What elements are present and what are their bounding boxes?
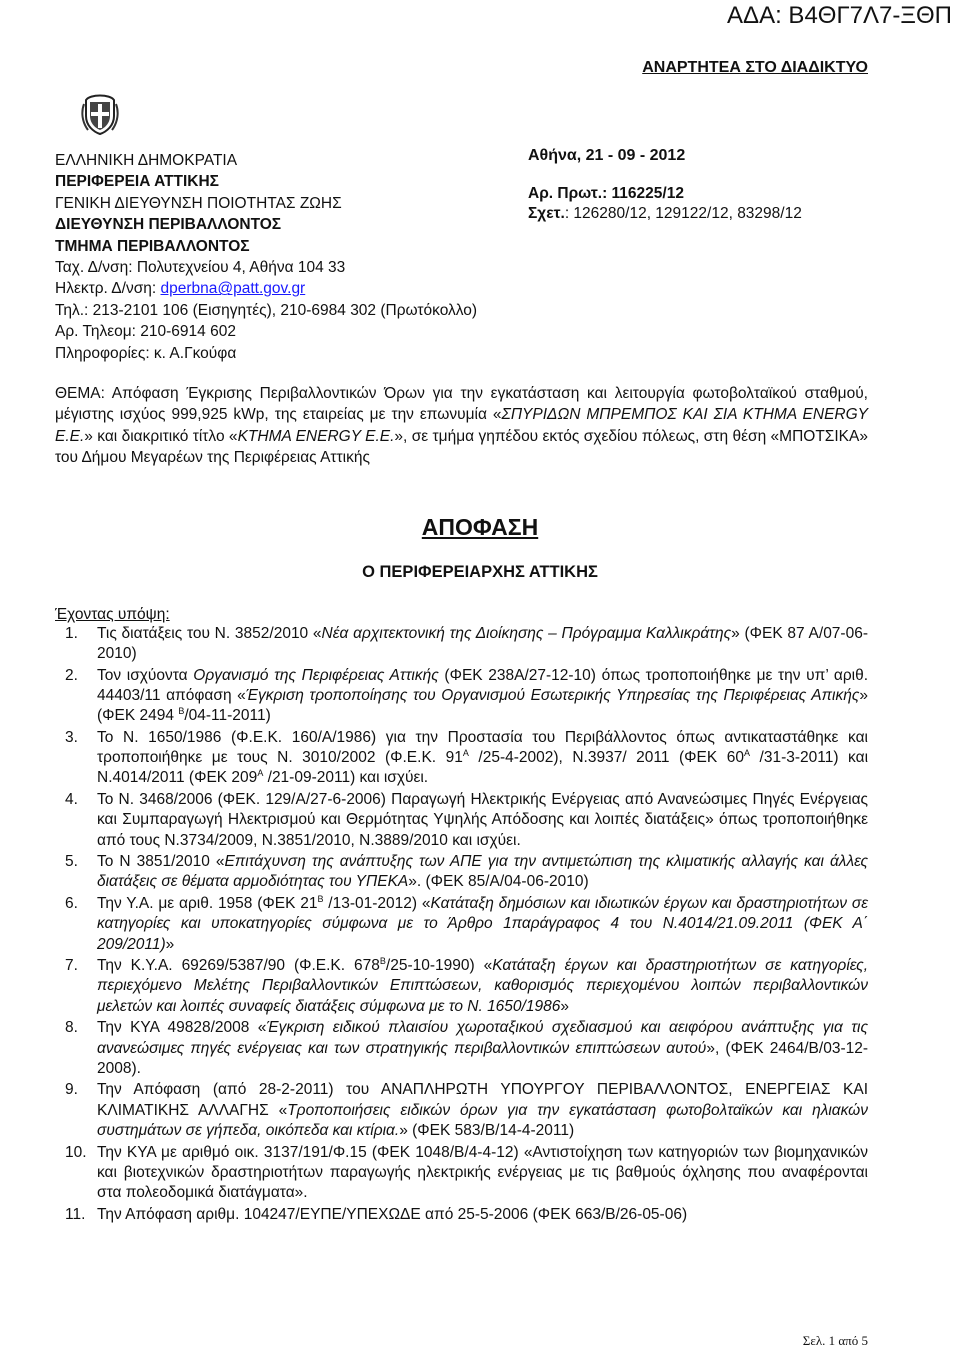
fax-line: Αρ. Τηλεομ: 210-6914 602 xyxy=(55,323,236,341)
item-number: 10. xyxy=(65,1143,87,1161)
list-item xyxy=(55,790,868,851)
page-number: Σελ. 1 από 5 xyxy=(802,1333,868,1348)
item-text: Τον ισχύοντα Οργανισμό της Περιφέρειας Αττικής (ΦΕΚ 238Α/27-12-10) όπως τροποποιήθηκε με την υπ’ αριθ. 44403/11 απόφαση «Έγκριση τροποποίησης του Οργανισμού Εσωτερικής Υπηρεσίας της Περιφέρειας Απικής» (ΦΕΚ 2494 $^B$/04-11-2011) xyxy=(97,666,869,725)
item-text: Την Υ.Α. με αριθ. 1958 (ΦΕΚ $21^B$ /13-01-2012) «Κατάταξη δημόσιων και ιδιωτικών έργων και δραστηριοτήτων σε κατηγορίες και υποκατηγορίες σύμφωνα με το Άρθρο 1παράγραφος 4 του Ν.4014/21.09.2011 (ΦΕΚ Α΄ 209/2011)» xyxy=(97,893,869,953)
list-item xyxy=(55,624,868,664)
trade-name: ΚΤΗΜΑ ENERGY Ε.Ε. xyxy=(237,427,395,445)
header-line: ΤΜΗΜΑ ΠΕΡΙΒΑΛΛΟΝΤΟΣ xyxy=(55,237,250,255)
email-line xyxy=(55,278,477,299)
list-item xyxy=(55,956,868,1017)
item-number: 9. xyxy=(65,1081,78,1099)
header-line: ΔΙΕΥΘΥΝΣΗ ΠΕΡΙΒΑΛΛΟΝΤΟΣ xyxy=(55,216,282,234)
item-number: 8. xyxy=(65,1019,78,1037)
item-number: 2. xyxy=(65,666,78,684)
item-number: 6. xyxy=(65,895,78,913)
posted-online-notice: ΑΝΑΡΤΗΤΕΑ ΣΤΟ ΔΙΑΔΙΚΤΥΟ xyxy=(642,59,868,76)
list-item xyxy=(55,666,868,727)
related-values: : 126280/12, 129122/12, 83298/12 xyxy=(564,205,802,222)
item-number: 11. xyxy=(65,1205,86,1223)
item-number: 7. xyxy=(65,957,78,975)
list-item xyxy=(55,894,868,955)
item-text: Τις διατάξεις του Ν. 3852/2010 «Νέα αρχιτεκτονική της Διοίκησης – Πρόγραμμα Καλλικράτης» (ΦΕΚ 87 Α/07-06-2010) xyxy=(97,625,868,663)
contact-person: Πληροφορίες: κ. Α.Γκούφα xyxy=(55,344,237,362)
item-text: Το Ν. 3468/2006 (ΦΕΚ. 129/Α/27-6-2006) Παραγωγή Ηλεκτρικής Ενέργειας από Ανανεώσιμες Πηγές Ενέργειας και Συμπαραγωγή Ηλεκτρισμού και Θερμότητας Υψηλής Απόδοσης και λοιπές διατάξεις» όπως τροποποιήθηκε από τους Ν.3734/2009, Ν.3851/2010, Ν.3889/2010 και ισχύει. xyxy=(97,791,868,849)
ada-code: ΑΔΑ: Β4ΘΓ7Λ7-ΞΘΠ xyxy=(727,2,952,29)
considerations-list xyxy=(55,624,868,1226)
item-text: Την Απόφαση (από 28-2-2011) του ΑΝΑΠΛΗΡΩΤΗ ΥΠΟΥΡΓΟΥ ΠΕΡΙΒΑΛΛΟΝΤΟΣ, ΕΝΕΡΓΕΙΑΣ ΚΑΙ ΚΛΙΜΑΤΙΚΗΣ ΑΛΛΑΓΗΣ «Τροποποιήσεις ειδικών όρων για την εγκατάσταση φωτοβολταϊκών και ηλιακών συστημάτων σε γήπεδα, οικόπεδα και κτίρια.» (ΦΕΚ 583/Β/14-4-2011) xyxy=(97,1081,868,1139)
issuer-header xyxy=(55,150,477,364)
phone-line: Τηλ.: 213-2101 106 (Εισηγητές), 210-6984 302 (Πρωτόκολλο) xyxy=(55,301,478,319)
document-date: Αθήνα, 21 - 09 - 2012 xyxy=(528,147,686,164)
item-number: 1. xyxy=(65,625,78,642)
considerations-heading: Έχοντας υπόψη: xyxy=(55,606,170,623)
postal-address: Ταχ. Δ/νση: Πολυτεχνείου 4, Αθήνα 104 33 xyxy=(55,259,346,277)
item-number: 4. xyxy=(65,791,78,809)
list-item xyxy=(55,1205,868,1225)
header-line: ΠΕΡΙΦΕΡΕΙΑ ΑΤΤΙΚΗΣ xyxy=(55,173,219,191)
reference-block xyxy=(528,146,802,224)
item-text: Την Κ.Υ.Α. 69269/5387/90 (Φ.Ε.Κ. $678^B/25-10-1990$) «Κατάταξη έργων και δραστηριοτήτων σε κατηγορίες, περιεχόμενο Μελέτης Περιβαλλοντικών Επιπτώσεων, καθορισμός περιεχομένου λοιπών περιβαλλοντικών μελετών και λοιπές συναφείς διατάξεις σύμφωνα με το Ν. 1650/1986» xyxy=(97,956,868,1015)
subject-text: ΘΕΜΑ: Απόφαση Έγκρισης Περιβαλλοντικών Όρων για την εγκατάσταση και λειτουργία φωτοβολταϊκού σταθμού, μέγιστης ισχύος 999,925 kWp, της εταιρείας με την επωνυμία « xyxy=(55,385,868,424)
document-title: ΑΠΟΦΑΣΗ xyxy=(421,514,539,540)
header-line: ΓΕΝΙΚΗ ΔΙΕΥΘΥΝΣΗ ΠΟΙΟΤΗΤΑΣ ΖΩΗΣ xyxy=(55,194,342,212)
issuer-title: Ο ΠΕΡΙΦΕΡΕΙΑΡΧΗΣ ΑΤΤΙΚΗΣ xyxy=(362,563,598,581)
list-item xyxy=(55,1018,868,1079)
header-line: ΕΛΛΗΝΙΚΗ ΔΗΜΟΚΡΑΤΙΑ xyxy=(55,152,238,169)
email-link[interactable]: dperbna@patt.gov.gr xyxy=(160,280,306,298)
email-label: Ηλεκτρ. Δ/νση: xyxy=(55,280,161,298)
list-item xyxy=(55,1080,868,1141)
protocol-number: Αρ. Πρωτ.: 116225/12 xyxy=(528,185,684,202)
item-text: Το Ν 3851/2010 «Επιτάχυνση της ανάπτυξης των ΑΠΕ για την αντιμετώπιση της κλιματικής αλλαγής και άλλες διατάξεις σε θέματα αρμοδιότητας του ΥΠΕΚΑ». (ΦΕΚ 85/Α/04-06-2010) xyxy=(97,853,869,891)
related-label: Σχετ. xyxy=(528,205,565,222)
item-number: 3. xyxy=(65,729,78,747)
subject-text: » και διακριτικό τίτλο « xyxy=(84,427,238,445)
list-item xyxy=(55,728,868,789)
item-text: Το Ν. 1650/1986 (Φ.Ε.Κ. 160/Α/1986) για την Προστασία του Περιβάλλοντος όπως αντικαταστάθηκε και τροποποιήθηκε με τους Ν. 3010/2002 (Φ.Ε.Κ. $91^A$ /25-4-2002), Ν.3937/ 2011 (ΦΕΚ $60^A$ /31-3-2011) και Ν.4014/2011 (ΦΕΚ $209^A$ /21-09-2011) και ισχύει. xyxy=(97,729,869,787)
item-text: Την ΚΥΑ με αριθμό οικ. 3137/191/Φ.15 (ΦΕΚ 1048/Β/4-4-12) «Αντιστοίχηση των κατηγοριών των βιομηχανικών και βιοτεχνικών δραστηριοτήτων παραγωγής ηλεκτρικής ενέργειας με τις βαθμούς όχλησης που αναφέρονται στα πολεοδομικά διατάγματα». xyxy=(97,1143,868,1201)
subject-text: », σε τμήμα γηπέδου εκτός σχεδίου πόλεως, στη θέση «ΜΠΟΤΣΙΚΑ» του Δήμου Μεγαρέων της Περιφέρειας Αττικής xyxy=(55,427,868,466)
item-text: Την Απόφαση αριθμ. 104247/ΕΥΠΕ/ΥΠΕΧΩΔΕ από 25-5-2006 (ΦΕΚ 663/Β/26-05-06) xyxy=(97,1205,688,1223)
subject-paragraph xyxy=(55,383,868,468)
related-refs xyxy=(528,204,802,224)
list-item xyxy=(55,1143,868,1204)
company-name: ΣΠΥΡΙΔΩΝ ΜΠΡΕΜΠΟΣ ΚΑΙ ΣΙΑ ΚΤΗΜΑ ENERGY Ε.Ε. xyxy=(55,406,869,445)
greek-coat-of-arms-icon xyxy=(80,92,120,136)
item-text: Την ΚΥΑ 49828/2008 «Έγκριση ειδικού πλαισίου χωροταξικού σχεδιασμού και αειφόρου ανάπτυξης για τις ανανεώσιμες πηγές ενέργειας και των στρατηγικής περιβαλλοντικών επιπτώσεων αυτού», (ΦΕΚ 2464/Β/03-12-2008). xyxy=(97,1019,869,1077)
item-number: 5. xyxy=(65,853,78,871)
list-item xyxy=(55,852,868,892)
